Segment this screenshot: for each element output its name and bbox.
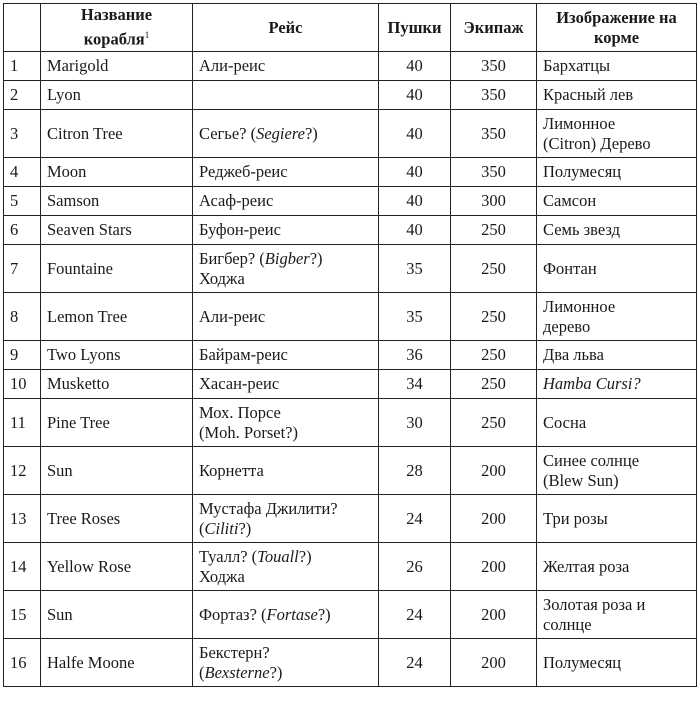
crew-cell: 250: [451, 216, 537, 245]
stern-image-cell: Два льва: [537, 341, 697, 370]
header-num: [4, 4, 41, 52]
guns-cell: 40: [379, 81, 451, 110]
crew-cell: 350: [451, 158, 537, 187]
stern-image-cell: Красный лев: [537, 81, 697, 110]
stern-image-cell: Сосна: [537, 399, 697, 447]
reis-cell: Мох. Порсе (Moh. Porset?): [193, 399, 379, 447]
row-num: 5: [4, 187, 41, 216]
table-row: [4, 591, 697, 639]
stern-image-cell: Лимонное (Citron) Дерево: [537, 110, 697, 158]
table-row: [4, 543, 697, 591]
table-row: [4, 110, 697, 158]
row-num: 7: [4, 245, 41, 293]
ship-name: Lyon: [41, 81, 193, 110]
stern-image-cell: Фонтан: [537, 245, 697, 293]
crew-cell: 200: [451, 591, 537, 639]
row-num: 10: [4, 370, 41, 399]
row-num: 2: [4, 81, 41, 110]
stern-image-cell: Бархатцы: [537, 52, 697, 81]
row-num: 12: [4, 447, 41, 495]
reis-cell: [193, 81, 379, 110]
table-row: [4, 293, 697, 341]
ship-name: Samson: [41, 187, 193, 216]
table-row: [4, 187, 697, 216]
crew-cell: 350: [451, 52, 537, 81]
reis-cell: Реджеб-реис: [193, 158, 379, 187]
ship-name: Moon: [41, 158, 193, 187]
table-row: [4, 447, 697, 495]
guns-cell: 24: [379, 639, 451, 687]
table-row: [4, 216, 697, 245]
reis-cell: Байрам-реис: [193, 341, 379, 370]
stern-image-cell: Синее солнце (Blew Sun): [537, 447, 697, 495]
crew-cell: 250: [451, 370, 537, 399]
stern-image-cell: Три розы: [537, 495, 697, 543]
crew-cell: 200: [451, 495, 537, 543]
crew-cell: 200: [451, 543, 537, 591]
table-row: [4, 81, 697, 110]
crew-cell: 200: [451, 639, 537, 687]
header-guns: Пушки: [379, 4, 451, 52]
guns-cell: 40: [379, 158, 451, 187]
guns-cell: 40: [379, 216, 451, 245]
reis-cell: Сегье? (Segiere?): [193, 110, 379, 158]
header-ship-name: [41, 4, 193, 52]
row-num: 9: [4, 341, 41, 370]
ship-name: Tree Roses: [41, 495, 193, 543]
ship-name: Sun: [41, 591, 193, 639]
guns-cell: 40: [379, 187, 451, 216]
ship-name: Pine Tree: [41, 399, 193, 447]
reis-cell: Фортаз? (Fortase?): [193, 591, 379, 639]
reis-cell: Буфон-реис: [193, 216, 379, 245]
table-row: [4, 158, 697, 187]
guns-cell: 24: [379, 591, 451, 639]
ship-name: Yellow Rose: [41, 543, 193, 591]
table-row: [4, 52, 697, 81]
table-row: [4, 639, 697, 687]
guns-cell: 34: [379, 370, 451, 399]
guns-cell: 40: [379, 110, 451, 158]
row-num: 4: [4, 158, 41, 187]
stern-image-cell: Полумесяц: [537, 158, 697, 187]
ship-name: Musketto: [41, 370, 193, 399]
reis-cell: Али-реис: [193, 52, 379, 81]
crew-cell: 300: [451, 187, 537, 216]
reis-cell: Бекстерн? (Bexsterne?): [193, 639, 379, 687]
ship-name: Seaven Stars: [41, 216, 193, 245]
table-row: [4, 399, 697, 447]
row-num: 1: [4, 52, 41, 81]
ship-name: Two Lyons: [41, 341, 193, 370]
guns-cell: 26: [379, 543, 451, 591]
footnote-marker: 1: [144, 30, 150, 41]
ship-name: Halfe Moone: [41, 639, 193, 687]
guns-cell: 24: [379, 495, 451, 543]
crew-cell: 250: [451, 399, 537, 447]
reis-cell: Асаф-реис: [193, 187, 379, 216]
reis-cell: Туалл? (Touall?) Ходжа: [193, 543, 379, 591]
header-stern-image: Изображение на корме: [537, 4, 697, 52]
row-num: 16: [4, 639, 41, 687]
stern-image-cell: Семь звезд: [537, 216, 697, 245]
stern-image-cell: Hamba Cursi?: [537, 370, 697, 399]
crew-cell: 250: [451, 341, 537, 370]
row-num: 8: [4, 293, 41, 341]
reis-cell: Али-реис: [193, 293, 379, 341]
stern-image-cell: Полумесяц: [537, 639, 697, 687]
header-ship-name-label: Название корабля: [80, 5, 153, 49]
row-num: 6: [4, 216, 41, 245]
ship-name: Sun: [41, 447, 193, 495]
stern-image-cell: Самсон: [537, 187, 697, 216]
crew-cell: 250: [451, 293, 537, 341]
guns-cell: 40: [379, 52, 451, 81]
table-row: [4, 341, 697, 370]
table-row: [4, 495, 697, 543]
crew-cell: 200: [451, 447, 537, 495]
header-crew: Экипаж: [451, 4, 537, 52]
ship-name: Lemon Tree: [41, 293, 193, 341]
header-reis: Рейс: [193, 4, 379, 52]
ship-name: Marigold: [41, 52, 193, 81]
guns-cell: 35: [379, 293, 451, 341]
reis-cell: Хасан-реис: [193, 370, 379, 399]
table-row: [4, 370, 697, 399]
reis-cell: Бигбер? (Bigber?) Ходжа: [193, 245, 379, 293]
guns-cell: 36: [379, 341, 451, 370]
reis-cell: Мустафа Джилити? (Ciliti?): [193, 495, 379, 543]
row-num: 3: [4, 110, 41, 158]
guns-cell: 35: [379, 245, 451, 293]
row-num: 15: [4, 591, 41, 639]
table-row: [4, 245, 697, 293]
ships-table: [3, 3, 697, 687]
crew-cell: 250: [451, 245, 537, 293]
reis-cell: Корнетта: [193, 447, 379, 495]
stern-image-cell: Золотая роза и солнце: [537, 591, 697, 639]
guns-cell: 30: [379, 399, 451, 447]
stern-image-cell: Желтая роза: [537, 543, 697, 591]
guns-cell: 28: [379, 447, 451, 495]
crew-cell: 350: [451, 110, 537, 158]
header-row: [4, 4, 697, 52]
ship-name: Citron Tree: [41, 110, 193, 158]
stern-image-cell: Лимонное дерево: [537, 293, 697, 341]
ship-name: Fountaine: [41, 245, 193, 293]
row-num: 14: [4, 543, 41, 591]
row-num: 13: [4, 495, 41, 543]
row-num: 11: [4, 399, 41, 447]
crew-cell: 350: [451, 81, 537, 110]
